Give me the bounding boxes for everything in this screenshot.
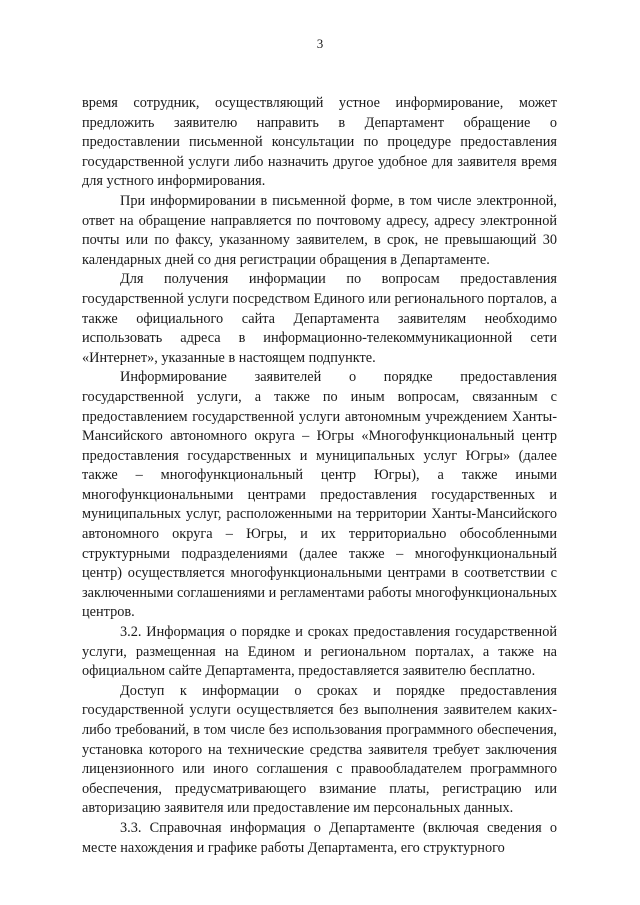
paragraph-access-to-information: Доступ к информации о сроках и порядке предоставления государственной услуги осуществляется без выполнения заявителем каких-либо требований, в том числе без использования программного обеспечения, установка которого на технические средства заявителя требует заключения лицензионного или иного соглашения с правообладателем программного обеспечения, предусматривающего взимание платы, регистрацию или авторизацию заявителя или предоставление им персональных данных. — [82, 682, 557, 817]
paragraph-continuation: время сотрудник, осуществляющий устное информирование, может предложить заявителю направить в Департамент обращение о предоставлении письменной консультации по процедуре предоставления государственной услуги либо назначить другое удобное для заявителя время для устного информирования. — [82, 95, 557, 190]
paragraph-section-3-3: 3.3. Справочная информация о Департаменте (включая сведения о месте нахождения и графике работы Департамента, его структурного — [82, 819, 557, 856]
paragraph-section-3-2: 3.2. Информация о порядке и сроках предоставления государственной услуги, размещенная на Едином и региональном порталах, а также на официальном сайте Департамента, предоставляется заявителю бесплатно. — [82, 624, 557, 680]
paragraph-written-informing: При информировании в письменной форме, в том числе электронной, ответ на обращение направляется по почтовому адресу, адресу электронной почты или по факсу, указанному заявителем, в срок, не превышающий 30 календарных дней со дня регистрации обращения в Департаменте. — [82, 192, 557, 268]
document-body — [82, 94, 557, 858]
paragraph-mfc-informing: Информирование заявителей о порядке предоставления государственной услуги, а также по иным вопросам, связанным с предоставлением государственной услуги автономным учреждением Ханты-Мансийского автономного округа – Югры «Многофункциональный центр предоставления государственных и муниципальных услуг Югры» (далее также – многофункциональный центр Югры), а также иными многофункциональными центрами предоставления государственных и муниципальных услуг, расположенными на территории Ханты-Мансийского автономного округа – Югры, и их территориально обособленными структурными подразделениями (далее также – многофункциональный центр) осуществляется многофункциональными центрами в соответствии с заключенными соглашениями и регламентами работы многофункциональных центров. — [82, 369, 557, 621]
paragraph-portal-information: Для получения информации по вопросам предоставления государственной услуги посредством Единого или регионального порталов, а также официального сайта Департамента заявителям необходимо использовать адреса в информационно-телекоммуникационной сети «Интернет», указанные в настоящем подпункте. — [82, 271, 557, 366]
page-number: 3 — [316, 36, 324, 51]
